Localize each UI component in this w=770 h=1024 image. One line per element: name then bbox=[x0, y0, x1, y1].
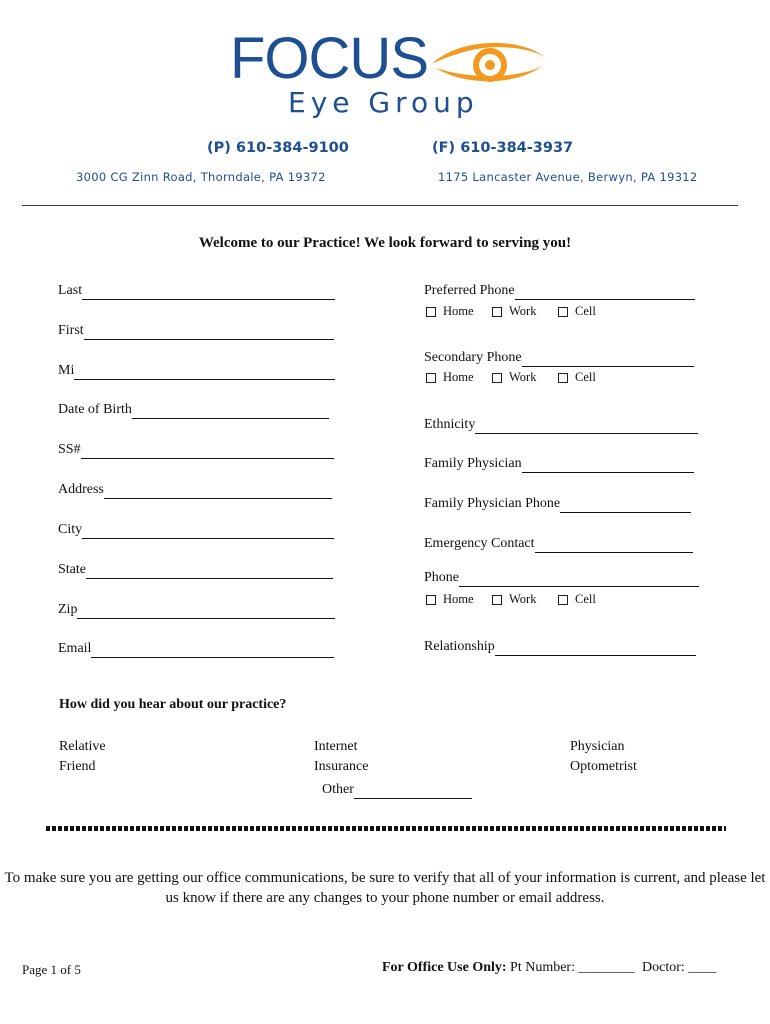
field-label: Address bbox=[58, 482, 104, 497]
field-label: SS# bbox=[58, 442, 81, 457]
checkbox[interactable] bbox=[492, 307, 502, 317]
field-label: Date of Birth bbox=[58, 402, 132, 417]
option-internet[interactable]: Internet bbox=[314, 739, 358, 754]
checkbox[interactable] bbox=[492, 373, 502, 383]
checkbox[interactable] bbox=[492, 595, 502, 605]
last-name-field[interactable] bbox=[58, 282, 335, 300]
checkbox[interactable] bbox=[426, 373, 436, 383]
emergency-contact-input[interactable] bbox=[535, 538, 693, 553]
checkbox[interactable] bbox=[558, 595, 568, 605]
city-input[interactable] bbox=[82, 524, 334, 539]
checkbox[interactable] bbox=[558, 307, 568, 317]
emergency-phone-type bbox=[426, 592, 624, 607]
option-cell[interactable]: Cell bbox=[558, 370, 624, 385]
middle-initial-input[interactable] bbox=[74, 365, 335, 380]
referral-other-input[interactable] bbox=[354, 784, 472, 799]
family-physician-phone-input[interactable] bbox=[560, 498, 691, 513]
family-physician-phone-field[interactable] bbox=[424, 495, 691, 513]
header-divider bbox=[22, 205, 738, 206]
preferred-phone-input[interactable] bbox=[515, 285, 695, 300]
field-label: Family Physician bbox=[424, 456, 522, 471]
field-label: Last bbox=[58, 283, 83, 298]
checkbox[interactable] bbox=[426, 307, 436, 317]
middle-initial-field[interactable] bbox=[58, 362, 335, 380]
last-name-input[interactable] bbox=[82, 285, 335, 300]
field-label: Emergency Contact bbox=[424, 536, 535, 551]
update-notice: To make sure you are getting our office communications, be sure to verify that all of your information is current, and please let us know if there are any changes to your phone number or email address. bbox=[4, 870, 766, 906]
state-input[interactable] bbox=[86, 564, 333, 579]
checkbox[interactable] bbox=[426, 595, 436, 605]
referral-column-3 bbox=[570, 737, 637, 777]
referral-column-1 bbox=[59, 737, 106, 777]
option-work[interactable]: Work bbox=[492, 370, 558, 385]
field-label: First bbox=[58, 323, 84, 338]
preferred-phone-field[interactable] bbox=[424, 282, 695, 300]
option-cell[interactable]: Cell bbox=[558, 592, 624, 607]
field-label: Other bbox=[322, 782, 354, 797]
relationship-input[interactable] bbox=[495, 641, 696, 656]
field-label: Email bbox=[58, 641, 92, 656]
address-input[interactable] bbox=[104, 484, 332, 499]
zip-input[interactable] bbox=[77, 604, 335, 619]
emergency-phone-field[interactable] bbox=[424, 569, 699, 587]
dob-input[interactable] bbox=[132, 404, 329, 419]
ssn-field[interactable] bbox=[58, 441, 334, 459]
address-thorndale: 3000 CG Zinn Road, Thorndale, PA 19372 bbox=[76, 170, 326, 184]
option-optometrist[interactable]: Optometrist bbox=[570, 759, 637, 774]
dob-field[interactable] bbox=[58, 401, 329, 419]
referral-question: How did you hear about our practice? bbox=[59, 697, 287, 712]
field-label: Ethnicity bbox=[424, 417, 476, 432]
referral-other-field[interactable] bbox=[322, 781, 472, 799]
option-insurance[interactable]: Insurance bbox=[314, 759, 369, 774]
field-label: Zip bbox=[58, 602, 78, 617]
option-work[interactable]: Work bbox=[492, 592, 558, 607]
field-label: Family Physician Phone bbox=[424, 496, 561, 511]
field-label: Phone bbox=[424, 570, 459, 585]
field-label: Secondary Phone bbox=[424, 350, 522, 365]
option-cell[interactable]: Cell bbox=[558, 304, 624, 319]
referral-column-2 bbox=[314, 737, 368, 777]
ethnicity-field[interactable] bbox=[424, 416, 698, 434]
email-field[interactable] bbox=[58, 640, 334, 658]
option-work[interactable]: Work bbox=[492, 304, 558, 319]
page-number: Page 1 of 5 bbox=[22, 962, 81, 977]
field-label: Relationship bbox=[424, 639, 495, 654]
office-use-label: For Office Use Only: bbox=[382, 960, 507, 975]
ethnicity-input[interactable] bbox=[475, 419, 698, 434]
secondary-phone-field[interactable] bbox=[424, 349, 694, 367]
option-home[interactable]: Home bbox=[426, 592, 492, 607]
first-name-input[interactable] bbox=[84, 325, 334, 340]
option-relative[interactable]: Relative bbox=[59, 739, 106, 754]
address-field[interactable] bbox=[58, 481, 332, 499]
option-home[interactable]: Home bbox=[426, 304, 492, 319]
option-friend[interactable]: Friend bbox=[59, 759, 96, 774]
secondary-phone-type bbox=[426, 370, 624, 385]
address-berwyn: 1175 Lancaster Avenue, Berwyn, PA 19312 bbox=[438, 170, 698, 184]
family-physician-field[interactable] bbox=[424, 455, 694, 473]
field-label: State bbox=[58, 562, 86, 577]
email-input[interactable] bbox=[91, 643, 334, 658]
practice-fax: (F) 610-384-3937 bbox=[432, 140, 574, 156]
field-label: City bbox=[58, 522, 83, 537]
secondary-phone-input[interactable] bbox=[522, 352, 694, 367]
emergency-contact-field[interactable] bbox=[424, 535, 693, 553]
practice-phone: (P) 610-384-9100 bbox=[207, 140, 349, 156]
first-name-field[interactable] bbox=[58, 322, 334, 340]
field-label: Mi bbox=[58, 363, 75, 378]
logo-wordmark: FOCUS bbox=[230, 26, 428, 91]
city-field[interactable] bbox=[58, 521, 334, 539]
ssn-input[interactable] bbox=[81, 444, 334, 459]
dotted-divider bbox=[46, 826, 726, 831]
logo-subtitle: Eye Group bbox=[288, 86, 479, 119]
zip-field[interactable] bbox=[58, 601, 335, 619]
emergency-phone-input[interactable] bbox=[459, 572, 699, 587]
welcome-heading: Welcome to our Practice! We look forward to serving you! bbox=[198, 235, 572, 251]
field-label: Preferred Phone bbox=[424, 283, 515, 298]
option-home[interactable]: Home bbox=[426, 370, 492, 385]
preferred-phone-type bbox=[426, 304, 624, 319]
checkbox[interactable] bbox=[558, 373, 568, 383]
office-use-line bbox=[382, 960, 716, 976]
pt-number-field: Pt Number: ________ bbox=[510, 960, 635, 975]
option-physician[interactable]: Physician bbox=[570, 739, 625, 754]
state-field[interactable] bbox=[58, 561, 333, 579]
eye-logo-icon bbox=[428, 34, 550, 94]
doctor-field: Doctor: ____ bbox=[642, 960, 717, 975]
family-physician-input[interactable] bbox=[522, 458, 694, 473]
relationship-field[interactable] bbox=[424, 638, 696, 656]
